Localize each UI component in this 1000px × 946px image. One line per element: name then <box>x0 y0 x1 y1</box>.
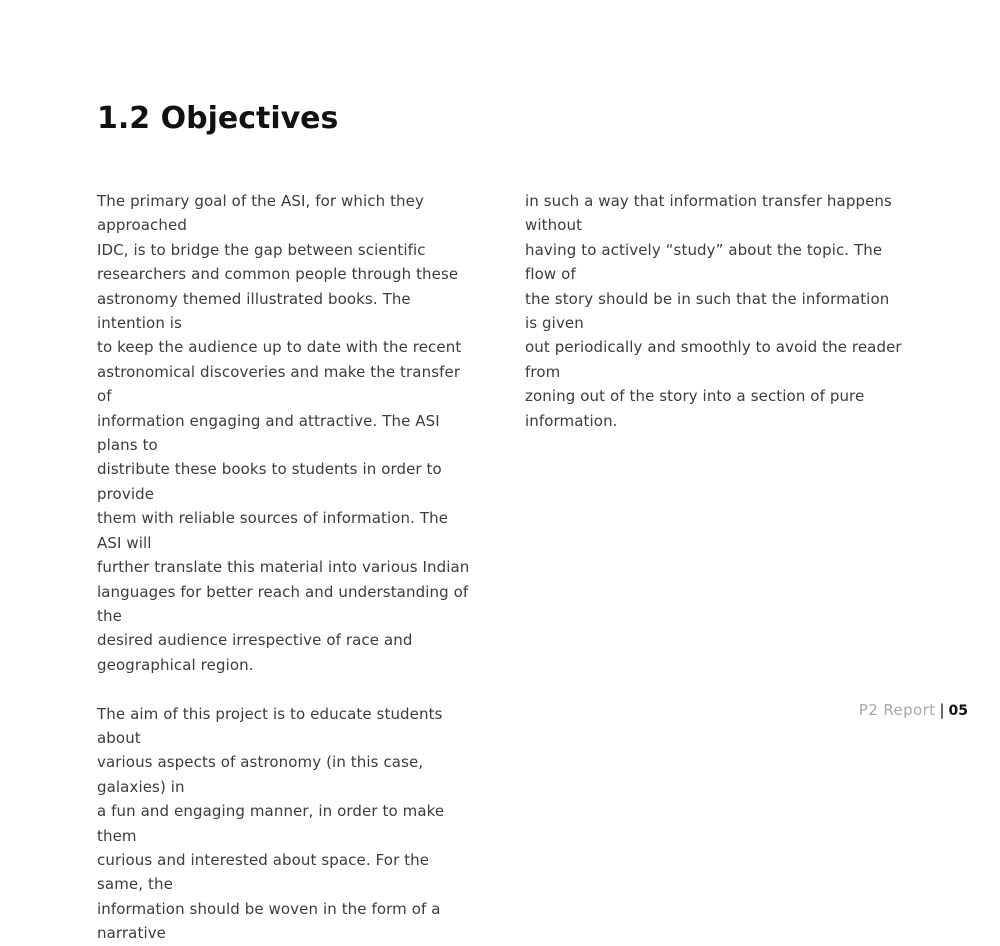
body-paragraph: The aim of this project is to educate students about various aspects of astronomy (in this case, galaxies) in a fun and engaging manner, in order to make them curious and interested about space. For the same, the information should be woven in the form of a narrative <box>97 704 445 943</box>
page-number: 05 <box>948 703 968 719</box>
left-text-column <box>97 189 477 946</box>
footer-separator: | <box>939 701 945 719</box>
body-paragraph: in such a way that information transfer happens without having to actively “study” about the topic. The flow of the story should be in such that the information is given out periodically and smoothly to avoid the reader from zoning out of the story into a section of pure information. <box>525 192 902 430</box>
body-paragraph: The primary goal of the ASI, for which they approached IDC, is to bridge the gap between scientific researchers and common people through these astronomy themed illustrated books. The intention is to keep the audience up to date with the recent astronomical discoveries and make the transfer of information engaging and attractive. The ASI plans to distribute these books to students in order to provide them with reliable sources of information. The ASI will further translate this material into various Indian languages for better reach and understanding of the desired audience irrespective of race and geographical region. <box>97 192 470 674</box>
page-footer <box>859 700 968 721</box>
report-label: P2 Report <box>858 701 936 719</box>
section-heading: 1.2 Objectives <box>97 101 339 136</box>
right-text-column <box>525 189 905 433</box>
